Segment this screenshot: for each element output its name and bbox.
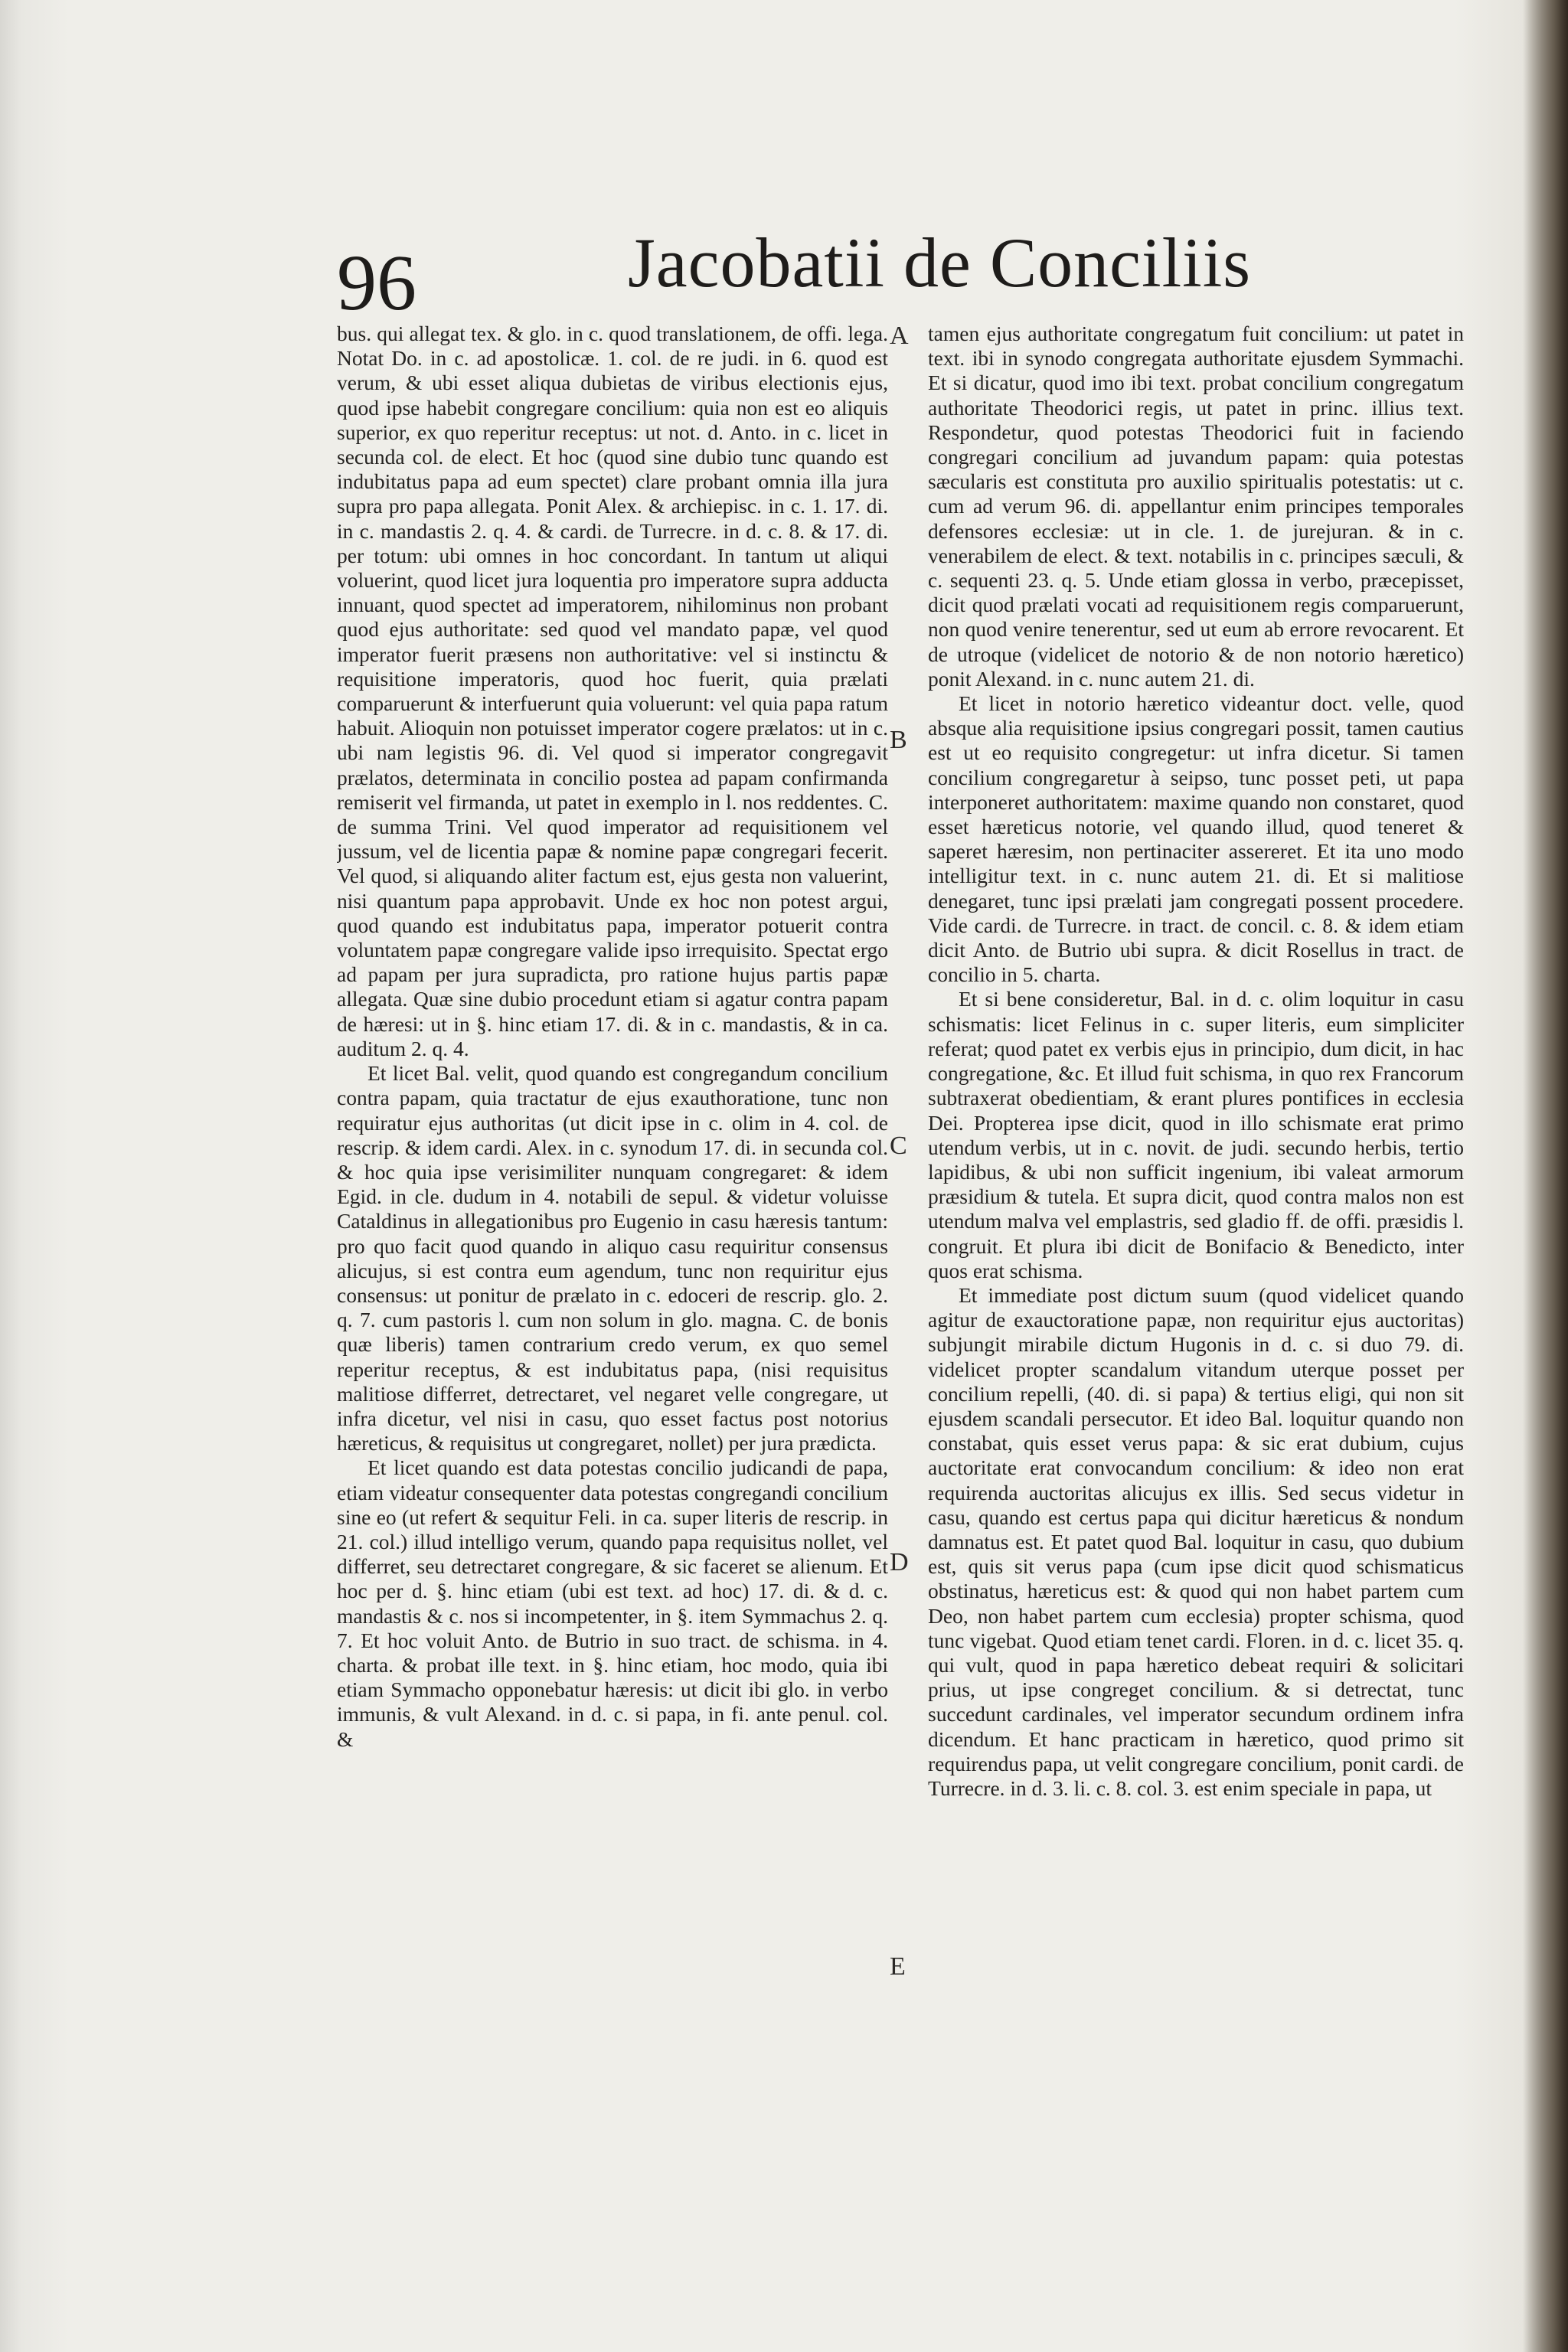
margin-letter-a: A bbox=[890, 322, 909, 350]
margin-letter-d: D bbox=[890, 1548, 909, 1576]
right-column bbox=[928, 322, 1464, 2282]
left-column bbox=[337, 322, 888, 2282]
page-number: 96 bbox=[337, 239, 416, 327]
page-header bbox=[337, 222, 1363, 329]
book-page bbox=[15, 0, 1539, 2352]
margin-letter-b: B bbox=[890, 726, 907, 754]
running-title: Jacobatii de Conciliis bbox=[628, 224, 1252, 302]
left-paragraph-2: Et licet Bal. velit, quod quando est congregandum concilium contra papam, quia tractatur de ejus exauthoratione, tunc non requiratur ejus authoritas (ut dicit ipse in c. olim in 4. col. de rescrip. & idem cardi. Alex. in c. synodum 17. di. in secunda col. & hoc quia ipse verisimiliter nunquam congregaret: & idem Egid. in cle. dudum in 4. notabili de sepul. & videtur voluisse Cataldinus in allegationibus pro Eugenio in casu hæresis tantum: pro quo facit quod quando in aliquo casu requiritur consensus alicujus, si est contra eum agendum, tunc non requiritur ejus consensus: ut ponitur de prælato in c. edoceri de rescrip. glo. 2. q. 7. cum pastoris l. cum non solum in glo. magna. C. de bonis quæ liberis) tamen contrarium credo verum, ex quo semel reperitur receptus, & est indubitatus papa, (nisi requisitus malitiose differret, detrectaret, vel negaret velle congregare, ut infra dicetur, vel nisi in casu, quo esset factus post notorius hæreticus, & requisitus ut congregaret, nollet) per jura prædicta. bbox=[337, 1061, 888, 1455]
right-paragraph-4: Et immediate post dictum suum (quod videlicet quando agitur de exauctoratione papæ, non requiritur ejus auctoritas) subjungit mirabile dictum Hugonis in d. c. si duo 79. di. videlicet propter scandalum vitandum uterque posset per concilium repelli, (40. di. si papa) & tertius eligi, qui non sit ejusdem scandali persecutor. Et ideo Bal. loquitur quando non constabat, quis esset verus papa: & sic erat dubium, cujus auctoritate erat convocandum concilium: & ideo non erat requirenda auctoritas alicujus ex illis. Sed secus videtur in casu, quando est certus papa qui dicitur hæreticus & nondum damnatus est. Et patet quod Bal. loquitur in casu, quo dubium est, quis sit verus papa (cum ipse dicit quod schismaticus obstinatus, hæreticus est: & quod qui non habet partem cum Deo, non habet partem cum ecclesia) propter schisma, quod tunc vigebat. Quod etiam tenet cardi. Floren. in d. c. licet 35. q. qui vult, quod in papa hæretico debeat requiri & solicitari prius, ut ipse congreget concilium. & si detrectat, tunc succedunt cardinales, vel imperator secundum ordinem infra dicendum. Et hanc practicam in hæretico, quod primo sit requirendus papa, ut velit congregare concilium, ponit cardi. de Turrecre. in d. 3. li. c. 8. col. 3. est enim speciale in papa, ut bbox=[928, 1282, 1464, 1800]
left-paragraph-1: bus. qui allegat tex. & glo. in c. quod translationem, de offi. lega. Notat Do. in c. ad apostolicæ. 1. col. de re judi. in 6. quod est verum, & ubi esset aliqua dubietas de viribus electionis ejus, quod ipse habebit congregare concilium: quia non est eo aliquis superior, ex quo reperitur receptus: ut not. d. Anto. in c. licet in secunda col. de elect. Et hoc (quod sine dubio tunc quando est indubitatus papa ad eum spectet) clare probant omnia illa jura supra pro papa allegata. Ponit Alex. & archiepisc. in c. 1. 17. di. in c. mandastis 2. q. 4. & cardi. de Turrecre. in d. c. 8. & 17. di. per totum: ubi omnes in hoc concordant. In tantum ut aliqui voluerint, quod licet jura loquentia pro imperatore supra adducta innuant, quod spectet ad imperatorem, nihilominus non probant quod ejus authoritate: sed quod vel mandato papæ, vel quod imperator fuerit præsens non authoritative: vel si instinctu & requisitione imperatoris, quod hoc fuerit, quia prælati comparuerunt & interfuerunt quia voluerunt: vel quia papa ratum habuit. Alioquin non potuisset imperator cogere prælatos: ut in c. ubi nam legistis 96. di. Vel quod si imperator congregavit prælatos, determinata in concilio postea ad papam confirmanda remiserit vel firmanda, ut patet in exemplo in l. nos reddentes. C. de summa Trini. Vel quod imperator ad requisitionem vel jussum, vel de licentia papæ & nomine papæ congregari fecerit. Vel quod, si aliquando aliter factum est, ejus gesta non valuerint, nisi quantum papa approbavit. Unde ex hoc non potest argui, quod quando est indubitatus papa, imperator potuerit contra voluntatem papæ congregare valide ipso irrequisito. Spectat ergo ad papam per jura supradicta, pro ratione hujus partis papæ allegata. Quæ sine dubio procedunt etiam si agatur contra papam de hæresi: ut in §. hinc etiam 17. di. & in c. mandastis, & in ca. auditum 2. q. 4. bbox=[337, 322, 888, 1060]
binding-shadow bbox=[1522, 0, 1568, 2352]
right-paragraph-2: Et licet in notorio hæretico videantur doct. velle, quod absque alia requisitione ipsius congregari possit, tamen cautius est ut eo requisito congregetur: ut infra dicetur. Si tamen concilium congregaretur à seipso, tunc posset peti, ut papa interponeret authoritatem: maxime quando non constaret, quod esset hæreticus notorie, vel quando illud, quod teneret & saperet hæresim, non pertinaciter assereret. Et ita uno modo intelligitur text. in c. nunc autem 21. di. Et si malitiose denegaret, tunc ipsi prælati jam congregati possent procedere. Vide cardi. de Turrecre. in tract. de concil. c. 8. & idem etiam dicit Anto. de Butrio ubi supra. & dicit Rosellus in tract. de concilio in 5. charta. bbox=[928, 691, 1464, 987]
right-paragraph-3: Et si bene consideretur, Bal. in d. c. olim loquitur in casu schismatis: licet Felinus in c. super literis, eum simpliciter referat; quod patet ex verbis ejus in principio, dum dicit, in hac congregatione, &c. Et illud fuit schisma, in quo rex Francorum subtraxerat obedientiam, & erant plures pontifices in ecclesia Dei. Propterea ipse dicit, quod in illo schismate erat primo utendum verbis, ut in c. novit. de judi. secundo herbis, tertio lapidibus, & ubi non sufficit ingenium, ibi valeat armorum præsidium & tutela. Et supra dicit, quod contra malos non est utendum malva vel emplastris, sed gladio ff. de offi. præsidis l. congruit. Et plura ibi dicit de Bonifacio & Benedicto, inter quos erat schisma. bbox=[928, 987, 1464, 1282]
left-paragraph-3: Et licet quando est data potestas concilio judicandi de papa, etiam videatur consequenter data potestas congregandi concilium sine eo (ut refert & sequitur Feli. in ca. super literis de rescrip. in 21. col.) illud intelligo verum, quando papa requisitus nollet, vel differret, seu detrectaret congregare, & sic faceret se alienum. Et hoc per d. §. hinc etiam (ubi est text. ad hoc) 17. di. & d. c. mandastis & c. nos si incompetenter, in §. item Symmachus 2. q. 7. Et hoc voluit Anto. de Butrio in suo tract. de schisma. in 4. charta. & probat ille text. in §. hinc etiam, hoc modo, quia ibi etiam Symmacho opponebatur hæresis: ut dicit ibi glo. in verbo immunis, & vult Alexand. in d. c. si papa, in fi. ante penul. col. & bbox=[337, 1455, 888, 1751]
margin-letter-e: E bbox=[890, 1952, 906, 1981]
right-paragraph-1: tamen ejus authoritate congregatum fuit concilium: ut patet in text. ibi in synodo congregata authoritate ejusdem Symmachi. Et si dicatur, quod imo ibi text. probat concilium congregatum authoritate Theodorici regis, ut patet in princ. illius text. Respondetur, quod potestas Theodorici fuit in faciendo congregari concilium ad juvandum papam: quia potestas sæcularis est constituta pro auxilio spiritualis potestatis: ut c. cum ad verum 96. di. appellantur enim principes temporales defensores ecclesiæ: ut in cle. 1. de jurejuran. & in c. venerabilem de elect. & text. notabilis in c. principes sæculi, & c. sequenti 23. q. 5. Unde etiam glossa in verbo, præcepisset, dicit quod prælati vocati ad requisitionem regis comparuerunt, non quod venire tenerentur, sed ut eum ab errore revocarent. Et de utroque (videlicet de notorio & de non notorio hæretico) ponit Alexand. in c. nunc autem 21. di. bbox=[928, 322, 1464, 691]
margin-letter-c: C bbox=[890, 1132, 907, 1160]
